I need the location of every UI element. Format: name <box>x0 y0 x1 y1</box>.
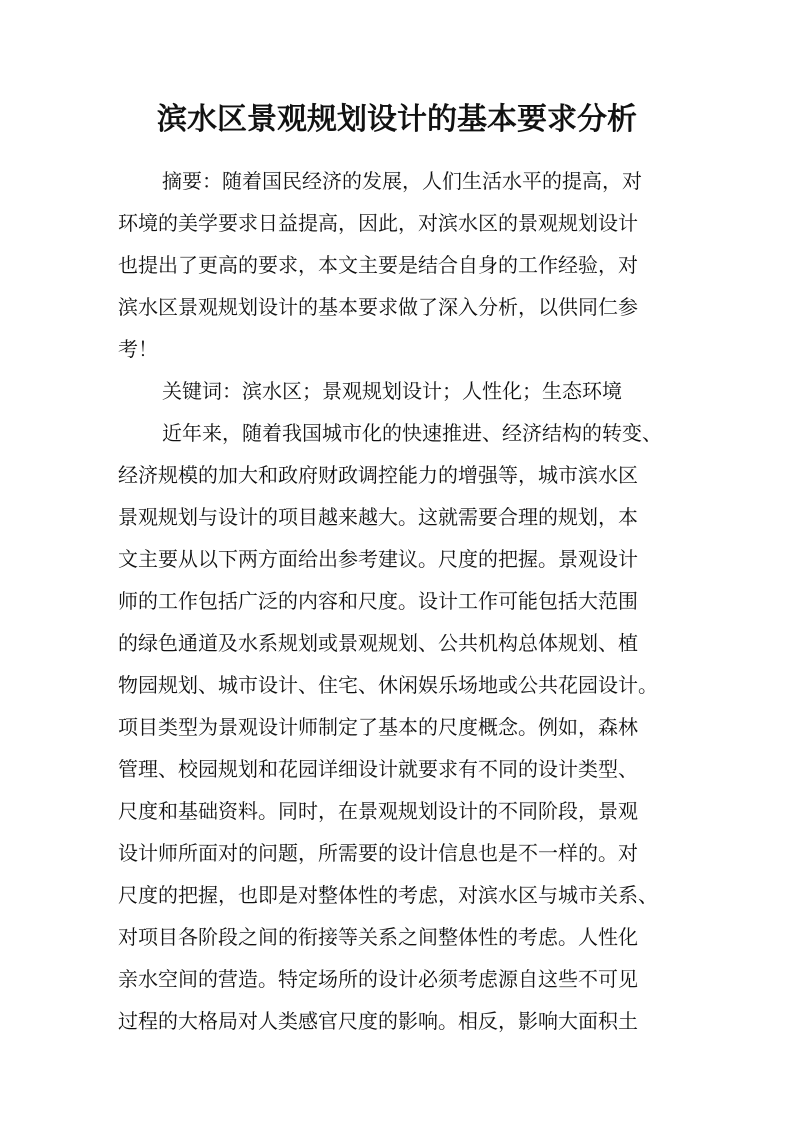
text-line: 文主要从以下两方面给出参考建议。尺度的把握。景观设计 <box>118 547 638 571</box>
document-title: 滨水区景观规划设计的基本要求分析 <box>157 102 637 137</box>
text-line: 关键词：滨水区；景观规划设计；人性化；生态环境 <box>162 379 622 403</box>
text-line: 也提出了更高的要求，本文主要是结合自身的工作经验，对 <box>118 253 638 277</box>
text-line: 考！ <box>118 337 158 361</box>
text-line: 项目类型为景观设计师制定了基本的尺度概念。例如，森林 <box>118 715 638 739</box>
text-line: 管理、校园规划和花园详细设计就要求有不同的设计类型、 <box>118 757 638 781</box>
text-line: 环境的美学要求日益提高，因此，对滨水区的景观规划设计 <box>118 211 638 235</box>
text-line: 设计师所面对的问题，所需要的设计信息也是不一样的。对 <box>118 841 638 865</box>
text-line: 尺度和基础资料。同时，在景观规划设计的不同阶段，景观 <box>118 799 638 823</box>
text-line: 亲水空间的营造。特定场所的设计必须考虑源自这些不可见 <box>118 967 638 991</box>
text-line: 摘要：随着国民经济的发展，人们生活水平的提高，对 <box>162 169 642 193</box>
text-line: 经济规模的加大和政府财政调控能力的增强等，城市滨水区 <box>118 463 638 487</box>
text-line: 尺度的把握，也即是对整体性的考虑，对滨水区与城市关系、 <box>118 883 658 907</box>
text-line: 近年来，随着我国城市化的快速推进、经济结构的转变、 <box>162 421 662 445</box>
text-line: 对项目各阶段之间的衔接等关系之间整体性的考虑。人性化 <box>118 925 638 949</box>
text-line: 过程的大格局对人类感官尺度的影响。相反，影响大面积土 <box>118 1009 638 1033</box>
text-line: 师的工作包括广泛的内容和尺度。设计工作可能包括大范围 <box>118 589 638 613</box>
text-line: 景观规划与设计的项目越来越大。这就需要合理的规划，本 <box>118 505 638 529</box>
text-line: 滨水区景观规划设计的基本要求做了深入分析，以供同仁参 <box>118 295 638 319</box>
text-line: 的绿色通道及水系规划或景观规划、公共机构总体规划、植 <box>118 631 638 655</box>
document-body <box>118 160 678 1042</box>
text-line: 物园规划、城市设计、住宅、休闲娱乐场地或公共花园设计。 <box>118 673 658 697</box>
